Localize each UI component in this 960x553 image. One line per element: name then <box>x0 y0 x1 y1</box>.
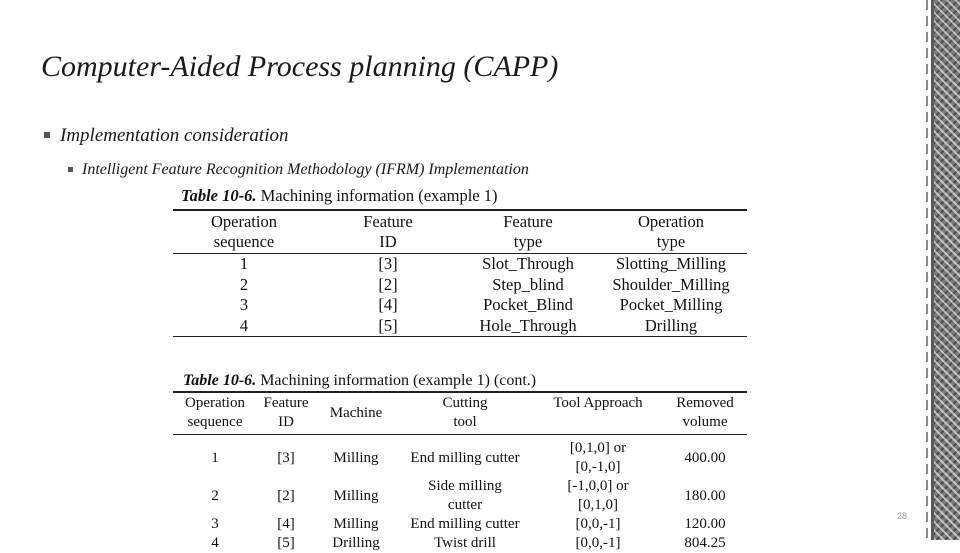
table-cell: Step_blind <box>492 274 564 294</box>
header-feature-id <box>257 392 315 435</box>
header-operation-sequence <box>173 392 257 435</box>
cell-line: [0,1,0] <box>578 497 618 513</box>
bullet-text: Intelligent Feature Recognition Methodology (IFRM) Implementation <box>82 161 529 178</box>
table-cell: Hole_Through <box>479 315 577 335</box>
table-cell: [4] <box>277 516 295 532</box>
header-machine <box>315 392 397 435</box>
table-cell: 804.25 <box>684 535 726 551</box>
header-line: volume <box>682 414 728 430</box>
header-line: Operation <box>185 395 245 411</box>
header-line: sequence <box>213 232 275 251</box>
table-cell: End milling cutter <box>410 516 520 532</box>
table-cell: Pocket_Blind <box>483 295 573 314</box>
header-line: Machine <box>329 404 383 421</box>
table-cell: Milling <box>333 487 379 504</box>
table-row <box>173 295 747 316</box>
table-cell: 400.00 <box>684 449 726 466</box>
header-feature-id <box>315 210 461 254</box>
table-cell: Shoulder_Milling <box>612 274 730 294</box>
table-cell: [2] <box>277 487 295 504</box>
header-line: type <box>513 232 543 251</box>
header-line: ID <box>278 414 294 430</box>
header-line: Tool Approach <box>553 395 643 411</box>
table-header-row <box>173 392 747 435</box>
table-caption-text: Machining information (example 1) (cont.) <box>256 372 537 389</box>
table-cell: 120.00 <box>684 516 726 532</box>
table-cell: Drilling <box>644 315 698 335</box>
cell-line: [0,1,0] or <box>569 440 627 456</box>
header-line: Cutting <box>442 395 488 411</box>
table-row <box>173 275 747 296</box>
page-number: 28 <box>897 511 908 521</box>
table-cell: 2 <box>239 274 249 294</box>
table-cell: Pocket_Milling <box>619 295 723 314</box>
table-cell: End milling cutter <box>410 449 520 466</box>
table-caption-label: Table 10-6. <box>183 372 257 389</box>
decorative-dashed-line <box>926 0 928 540</box>
header-line: sequence <box>187 414 243 430</box>
table-caption <box>173 186 747 209</box>
table-row <box>173 534 747 553</box>
slide-title: Computer-Aided Process planning (CAPP) <box>41 50 559 83</box>
table-cell: [3] <box>378 254 398 273</box>
table-cell: 2 <box>211 487 219 504</box>
table-cell: [0,0,-1] <box>575 516 621 532</box>
header-line: Feature <box>263 395 309 411</box>
table-row <box>173 477 747 515</box>
table-cell: [5] <box>378 315 398 335</box>
table-cell: Milling <box>333 449 379 466</box>
header-feature-type <box>461 210 595 254</box>
table-cell: Milling <box>333 516 379 532</box>
table-cell: [5] <box>277 535 295 551</box>
table-cell: [3] <box>277 449 295 466</box>
header-line: Feature <box>503 212 553 231</box>
cell-line: [-1,0,0] or <box>567 478 629 494</box>
table-cell: 3 <box>211 516 219 532</box>
table-cell: Slot_Through <box>482 254 574 273</box>
cell-line: Side milling <box>428 478 502 494</box>
cell-line: cutter <box>447 497 483 513</box>
table-cell: 1 <box>211 449 219 466</box>
header-line: Feature <box>363 212 413 231</box>
table-cell <box>533 477 663 515</box>
header-line: tool <box>453 414 477 430</box>
table-caption-text: Machining information (example 1) <box>256 186 498 205</box>
table-cell: 3 <box>239 295 249 314</box>
machining-info-table-cont <box>173 372 747 553</box>
cell-line: [0,-1,0] <box>575 459 621 475</box>
header-line: type <box>656 232 686 251</box>
table-cell: 1 <box>239 254 249 273</box>
table-row <box>173 435 747 478</box>
bullet-level-1 <box>44 125 289 147</box>
header-line: ID <box>379 232 397 251</box>
table-cell: Twist drill <box>434 535 496 551</box>
table-caption-label: Table 10-6. <box>181 186 257 205</box>
table-cell: 4 <box>211 535 219 551</box>
bullet-text: Implementation consideration <box>60 125 289 146</box>
header-line: Operation <box>211 212 277 231</box>
header-line: Operation <box>638 212 704 231</box>
square-bullet-icon <box>44 132 50 138</box>
table-row <box>173 254 747 275</box>
table-cell: Drilling <box>332 535 380 551</box>
header-tool-approach <box>533 392 663 435</box>
table-row <box>173 316 747 337</box>
table-cell: 180.00 <box>684 487 726 504</box>
table-cell: 4 <box>239 315 249 335</box>
table-row <box>173 515 747 534</box>
header-removed-volume <box>663 392 747 435</box>
table-header-row <box>173 210 747 254</box>
table-caption <box>173 372 747 391</box>
table-cell: [0,0,-1] <box>575 535 621 551</box>
table-cell <box>397 477 533 515</box>
header-line: Removed <box>676 395 734 411</box>
header-operation-type <box>595 210 747 254</box>
decorative-side-rail <box>931 0 960 540</box>
table-cell: [2] <box>378 274 398 294</box>
bullet-level-2 <box>68 161 529 179</box>
header-cutting-tool <box>397 392 533 435</box>
square-bullet-icon <box>68 167 73 172</box>
machining-info-table <box>173 186 747 337</box>
header-operation-sequence <box>173 210 315 254</box>
table-cell <box>533 435 663 478</box>
table-cell: Slotting_Milling <box>615 254 727 273</box>
table-cell: [4] <box>378 295 398 314</box>
